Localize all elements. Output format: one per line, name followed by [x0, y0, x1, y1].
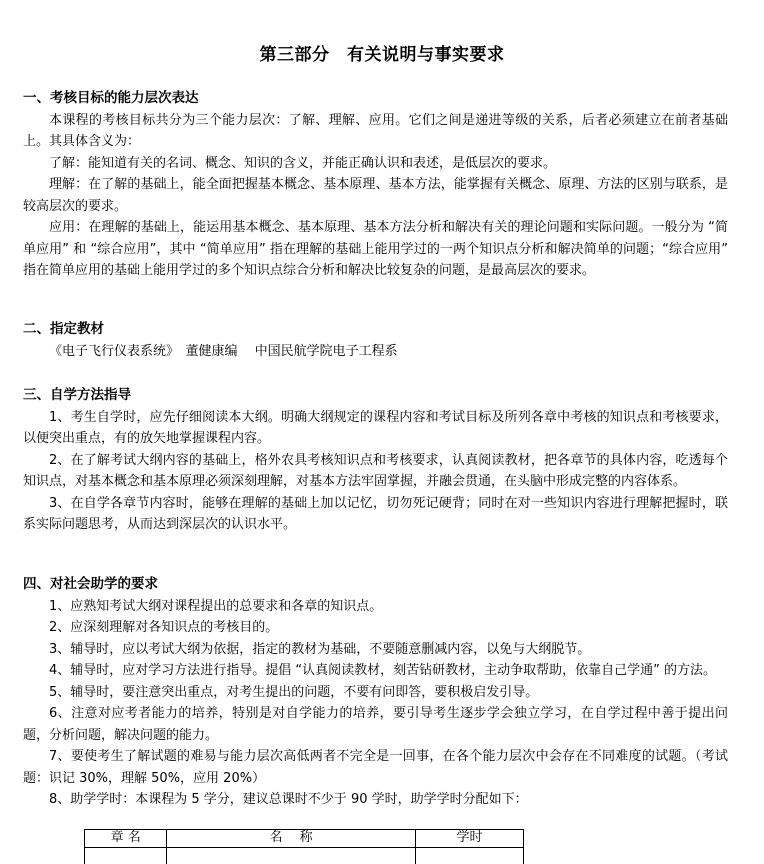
- section-heading: 四、对社会助学的要求: [23, 574, 728, 596]
- paragraph: 《电子飞行仪表系统》 董健康编 中国民航学院电子工程系: [23, 341, 728, 363]
- section-textbook: [23, 319, 728, 362]
- paragraph: 2、应深刻理解对各知识点的考核目的。: [23, 617, 728, 639]
- section-heading: 二、指定教材: [23, 319, 728, 341]
- paragraph: 4、辅导时，应对学习方法进行指导。提倡 “认真阅读教材，刻苦钻研教材，主动争取帮助，依靠自己学通” 的方法。: [23, 660, 728, 682]
- paragraph: 1、考生自学时，应先仔细阅读本大纲。明确大纲规定的课程内容和考试目标及所列各章中考核的知识点和考核要求，以便突出重点，有的放矢地掌握课程内容。: [23, 407, 728, 450]
- paragraph: 6、注意对应考者能力的培养，特别是对自学能力的培养，要引导考生逐步学会独立学习，在自学过程中善于提出问题，分析问题，解决问题的能力。: [23, 703, 728, 746]
- paragraph: 5、辅导时，要注意突出重点，对考生提出的问题，不要有问即答，要积极启发引导。: [23, 682, 728, 704]
- section-heading: 一、考核目标的能力层次表达: [23, 88, 728, 110]
- page-title: 第三部分 有关说明与事实要求: [0, 40, 764, 65]
- table-cell: [85, 848, 167, 864]
- paragraph: 3、辅导时，应以考试大纲为依据，指定的教材为基础，不要随意删减内容，以免与大纲脱节。: [23, 639, 728, 661]
- paragraph: 2、在了解考试大纲内容的基础上，格外农具考核知识点和考核要求，认真阅读教材，把各章节的具体内容，吃透每个知识点，对基本概念和基本原理必须深刻理解，对基本方法牢固掌握，并融会贯通，在头脑中形成完整的内容体系。: [23, 450, 728, 493]
- section-ability-levels: [23, 88, 728, 282]
- table-cell: [415, 848, 523, 864]
- section-heading: 三、自学方法指导: [23, 385, 728, 407]
- paragraph: 1、应熟知考试大纲对课程提出的总要求和各章的知识点。: [23, 596, 728, 618]
- paragraph: 本课程的考核目标共分为三个能力层次：了解、理解、应用。它们之间是递进等级的关系，后者必须建立在前者基础上。其具体含义为：: [23, 110, 728, 153]
- section-self-study: [23, 385, 728, 536]
- table-header-row: [85, 830, 524, 848]
- table-header-name: 名 称: [167, 830, 416, 848]
- table-header-chapter: 章 名: [85, 830, 167, 848]
- paragraph: 应用：在理解的基础上，能运用基本概念、基本原理、基本方法分析和解决有关的理论问题和实际问题。一般分为 “简单应用” 和 “综合应用”，其中 “简单应用” 指在理解的基础上能用学过的一两个知识点分析和解决简单的问题；“综合应用” 指在简单应用的基础上能用学过的多个知识点综合分析和解决比较复杂的问题，是最高层次的要求。: [23, 217, 728, 282]
- paragraph: 3、在自学各章节内容时，能够在理解的基础上加以记忆，切勿死记硬背；同时在对一些知识内容进行理解把握时，联系实际问题思考，从而达到深层次的认识水平。: [23, 493, 728, 536]
- paragraph: 理解：在了解的基础上，能全面把握基本概念、基本原理、基本方法，能掌握有关概念、原理、方法的区别与联系，是较高层次的要求。: [23, 174, 728, 217]
- table-row: [85, 848, 524, 864]
- table-header-hours: 学时: [415, 830, 523, 848]
- paragraph: 7、要使考生了解试题的难易与能力层次高低两者不完全是一回事，在各个能力层次中会存在不同难度的试题。（考试题：识记 30%，理解 50%，应用 20%）: [23, 746, 728, 789]
- section-social-assistance: [23, 574, 728, 811]
- paragraph: 了解：能知道有关的名词、概念、知识的含义，并能正确认识和表述，是低层次的要求。: [23, 153, 728, 175]
- hours-table: [84, 829, 524, 864]
- paragraph: 8、助学学时：本课程为 5 学分，建议总课时不少于 90 学时，助学学时分配如下：: [23, 789, 728, 811]
- table-cell: [167, 848, 416, 864]
